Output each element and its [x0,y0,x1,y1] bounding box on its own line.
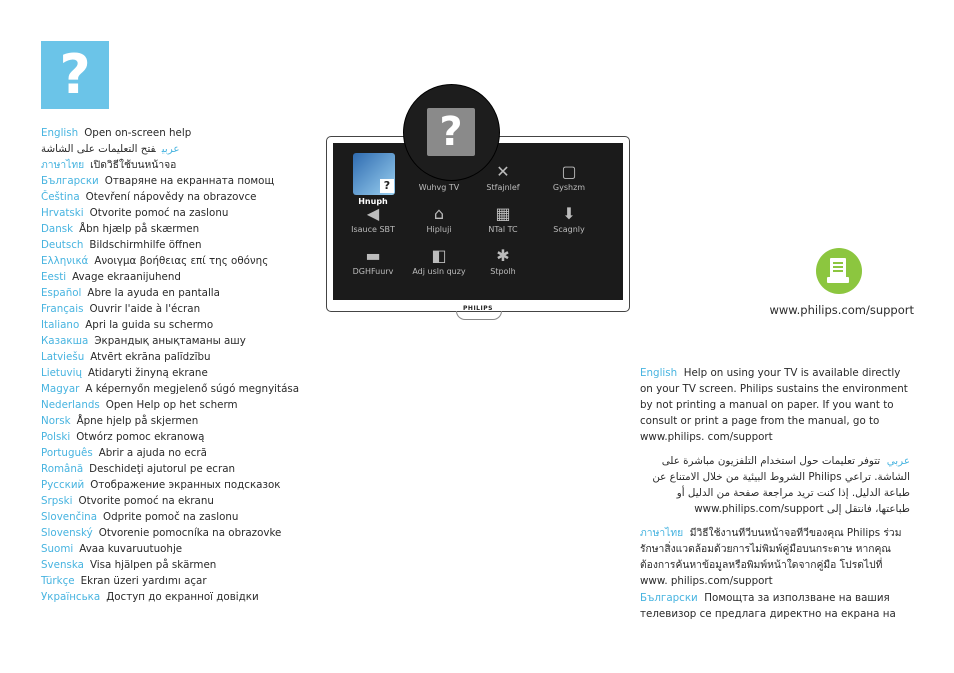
language-name: Slovenský [41,527,93,539]
language-instruction: Open on-screen help [84,127,192,139]
language-row [41,301,331,317]
support-printer-icon [816,248,862,294]
language-name: Latviešu [41,351,85,363]
help-button-callout [403,84,500,181]
language-row [41,525,331,541]
language-row [41,573,331,589]
tv-menu-label: Adj usln quzy [412,267,466,276]
language-instruction: Otevření nápovědy na obrazovce [85,191,257,203]
language-name: Українська [41,591,101,603]
tv-menu-label: Scagnly [553,225,585,234]
tv-menu-item [537,203,601,234]
language-row [41,541,331,557]
language-instruction: Bildschirmhilfe öffnen [89,239,202,251]
language-row [41,141,221,157]
language-row [41,461,331,477]
language-instruction: Atidaryti žinyną ekrane [87,367,208,379]
language-row [41,557,331,573]
tv-menu-label: Wuhvg TV [418,183,460,192]
help-tile-icon [353,153,395,195]
language-name: عربي [161,143,180,155]
language-instruction: Deschideţi ajutorul pe ecran [89,463,236,475]
language-instruction: Avage ekraanijuhend [72,271,181,283]
tv-menu-label: Hnuph [358,197,388,206]
language-name: English [41,127,79,139]
support-url[interactable]: www.philips.com/support [769,303,914,317]
language-row [41,189,331,205]
tv-menu-label: Hipluji [426,225,452,234]
question-icon: ? [380,179,394,193]
language-name: Hrvatski [41,207,84,219]
language-name: Português [41,447,93,459]
language-row [41,477,331,493]
language-instruction: Ekran üzeri yardımı açar [80,575,207,587]
language-instruction: Åpne hjelp på skjermen [76,415,199,427]
language-row [41,349,331,365]
language-instruction: เปิดวิธีใช้บนหน้าจอ [90,159,177,171]
language-instruction: Экрандық анықтаманы ашу [94,335,246,347]
bulgarian-text: Помощта за използване на вашия телевизор се предлага директно на екрана на [640,592,896,620]
language-name: Svenska [41,559,84,571]
language-row [41,381,331,397]
language-name: Türkçe [41,575,75,587]
language-instruction: Otvorite pomoć na zaslonu [89,207,229,219]
language-name: Română [41,463,84,475]
language-instruction: Otvorite pomoć na ekranu [78,495,214,507]
language-row [41,125,331,141]
language-instruction: Open Help op het scherm [105,399,238,411]
language-name: Ελληνικά [41,255,89,267]
grid-icon: ▦ [495,204,511,223]
tv-menu-item [341,245,405,276]
arabic-text: تتوفر تعليمات حول استخدام التلفزيون مباشرة على الشاشة. تراعي Philips الشروط البيئية من خلال الامتناع عن طباعة الدليل. إذا كنت تريد مراجعة صفحة من الدليل أو طباعتها، فانتقل إلى www.philips.com/support [652,455,910,515]
language-instruction: Ouvrir l'aide à l'écran [89,303,201,315]
satellite-icon: ✕ [496,162,510,181]
download-icon: ⬇ [562,204,576,223]
language-instruction: Atvērt ekrāna palīdzību [90,351,211,363]
language-row [41,397,331,413]
language-instruction: Отображение экранных подсказок [90,479,281,491]
paragraph-arabic [640,453,910,517]
tv-menu-item [407,245,471,276]
language-row [41,157,331,173]
language-name: Eesti [41,271,67,283]
monitor-icon: ▢ [561,162,577,181]
tv-menu-item [471,203,535,234]
language-instruction: A képernyőn megjelenő súgó megnyitása [85,383,300,395]
language-instruction: Visa hjälpen på skärmen [89,559,217,571]
language-row [41,221,331,237]
help-key-icon: ? [427,108,475,156]
camera-icon: ◧ [431,246,447,265]
language-name: Slovenčina [41,511,98,523]
paragraph-bulgarian [640,590,910,622]
english-text: Help on using your TV is available directly on your TV screen. Philips sustains the environment by not printing a manual on paper. If you want to consult or print a page from the manual, go to www.philips. com/support [640,367,908,443]
tv-brand: PHILIPS [463,305,493,312]
language-instruction: Otvorenie pomocníka na obrazovke [98,527,282,539]
language-name: Български [41,175,99,187]
language-name: Español [41,287,82,299]
gear-icon: ✱ [496,246,510,265]
language-row [41,365,331,381]
language-name: Norsk [41,415,71,427]
tv-menu-label: Gyshzm [552,183,586,192]
lang-label-english: English [640,367,678,379]
language-row [41,317,331,333]
tv-stand [456,311,502,320]
source-icon: ◀ [366,204,380,223]
language-row [41,237,331,253]
lang-label-thai: ภาษาไทย [640,527,684,539]
language-name: Казакша [41,335,89,347]
thai-text: มีวิธีใช้งานทีวีบนหน้าจอทีวีของคุณ Philips ร่วมรักษาสิ่งแวดล้อมด้วยการไม่พิมพ์คู่มือบนกระดาษ หากคุณต้องการค้นหาข้อมูลหรือพิมพ์หน้าใดจากคู่มือ โปรดไปที่ www. philips.com/support [640,527,902,587]
language-list [41,125,331,605]
bar-icon: ▬ [365,246,381,265]
language-row [41,493,331,509]
language-name: Magyar [41,383,80,395]
language-row [41,333,331,349]
tv-menu-item [341,203,405,234]
language-name: Lietuvių [41,367,82,379]
language-instruction: فتح التعليمات على الشاشة [41,143,156,155]
language-name: Suomi [41,543,74,555]
lang-label-arabic: عربي [886,455,910,467]
language-row [41,413,331,429]
language-instruction: Avaa kuvaruutuohje [79,543,183,555]
tv-menu-item [407,203,471,234]
language-instruction: Apri la guida su schermo [85,319,214,331]
language-name: Русский [41,479,85,491]
language-name: Deutsch [41,239,84,251]
language-name: Italiano [41,319,80,331]
home-icon: ⌂ [433,204,445,223]
tv-menu-label: DGHFuurv [352,267,394,276]
tv-menu-label: Stpolh [490,267,516,276]
tv-menu-label: Stfajnlef [486,183,520,192]
language-instruction: Odprite pomoč na zaslonu [103,511,239,523]
language-row [41,253,331,269]
tv-menu-label: Isauce SBT [351,225,395,234]
language-name: Français [41,303,84,315]
language-name: Nederlands [41,399,100,411]
language-row [41,205,331,221]
paragraph-english [640,365,910,445]
tv-menu-label: NTal TC [488,225,518,234]
paragraph-thai [640,525,910,589]
tv-menu-item [471,245,535,276]
tv-menu-item [537,161,601,192]
language-row [41,285,331,301]
lang-label-bulgarian: Български [640,592,698,604]
language-instruction: Abrir a ajuda no ecrã [98,447,207,459]
language-instruction: Ανοιγμα βοήθειας επί της οθόνης [94,255,269,267]
language-instruction: Otwórz pomoc ekranową [76,431,205,443]
language-row [41,173,331,189]
help-question-icon: ? [41,41,109,109]
language-row [41,429,331,445]
language-name: Dansk [41,223,74,235]
language-instruction: Abre la ayuda en pantalla [87,287,220,299]
language-row [41,589,331,605]
language-name: Srpski [41,495,73,507]
language-instruction: Åbn hjælp på skærmen [79,223,200,235]
language-row [41,445,331,461]
language-instruction: Отваряне на екранната помощ [104,175,275,187]
language-name: ภาษาไทย [41,159,85,171]
language-instruction: Доступ до екранної довідки [106,591,259,603]
language-row [41,509,331,525]
language-name: Čeština [41,191,80,203]
language-name: Polski [41,431,71,443]
language-row [41,269,331,285]
